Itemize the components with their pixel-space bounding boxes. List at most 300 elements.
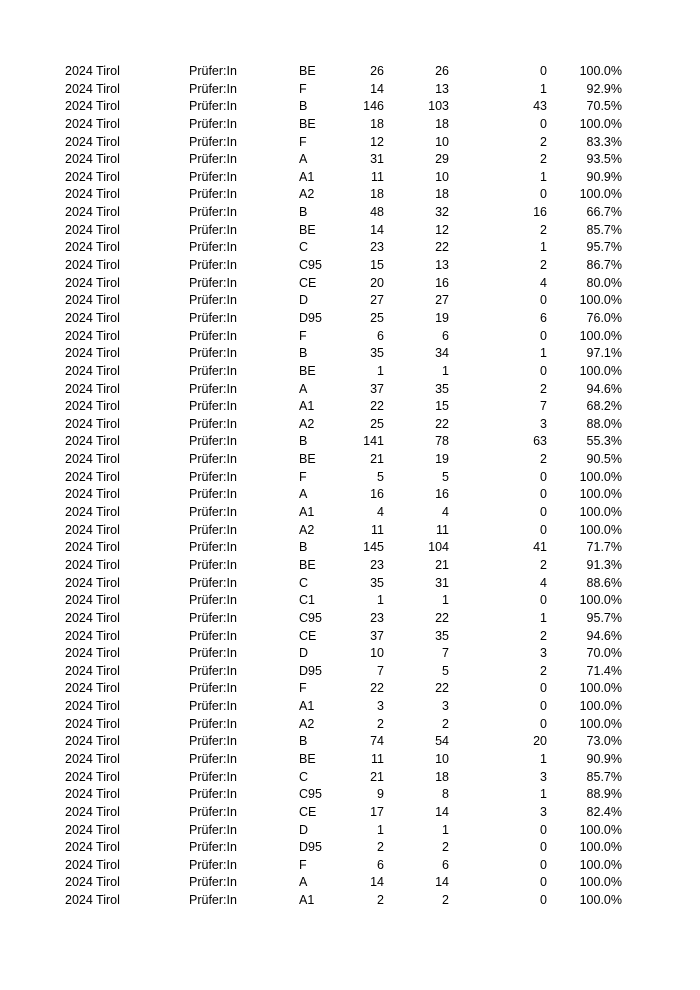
table-row [0,733,700,751]
table-row [0,557,700,575]
failed-cell: 0 [540,522,547,537]
pass-rate-cell: 85.7% [586,222,622,237]
passed-cell: 7 [442,646,449,661]
total-cell: 25 [370,310,384,325]
pass-rate-cell: 85.7% [586,769,622,784]
year-region-cell: 2024 Tirol [65,628,120,643]
table-row [0,257,700,275]
class-cell: B [299,205,308,220]
failed-cell: 41 [533,540,547,555]
failed-cell: 0 [540,593,547,608]
passed-cell: 10 [435,751,449,766]
role-cell: Prüfer:In [189,716,237,731]
passed-cell: 13 [435,81,449,96]
passed-cell: 1 [442,593,449,608]
pass-rate-cell: 100.0% [579,363,622,378]
year-region-cell: 2024 Tirol [65,822,120,837]
passed-cell: 22 [435,681,449,696]
passed-cell: 31 [435,575,449,590]
role-cell: Prüfer:In [189,152,237,167]
class-cell: A2 [299,187,315,202]
table-row [0,786,700,804]
year-region-cell: 2024 Tirol [65,716,120,731]
total-cell: 26 [370,64,384,78]
total-cell: 12 [370,134,384,149]
pass-rate-cell: 66.7% [586,205,622,220]
passed-cell: 12 [435,222,449,237]
total-cell: 21 [370,452,384,467]
class-cell: B [299,734,308,749]
role-cell: Prüfer:In [189,505,237,520]
failed-cell: 2 [540,134,547,149]
class-cell: C [299,240,309,255]
year-region-cell: 2024 Tirol [65,505,120,520]
total-cell: 23 [370,610,384,625]
failed-cell: 2 [540,258,547,273]
table-row [0,486,700,504]
year-region-cell: 2024 Tirol [65,399,120,414]
role-cell: Prüfer:In [189,734,237,749]
failed-cell: 6 [540,310,547,325]
passed-cell: 13 [435,258,449,273]
year-region-cell: 2024 Tirol [65,275,120,290]
pass-rate-cell: 100.0% [579,522,622,537]
failed-cell: 0 [540,363,547,378]
role-cell: Prüfer:In [189,593,237,608]
class-cell: A [299,152,308,167]
total-cell: 10 [370,646,384,661]
class-cell: CE [299,275,317,290]
passed-cell: 18 [435,187,449,202]
year-region-cell: 2024 Tirol [65,681,120,696]
class-cell: A [299,875,308,890]
total-cell: 11 [371,169,384,184]
pass-rate-cell: 70.5% [586,99,622,114]
year-region-cell: 2024 Tirol [65,169,120,184]
table-row [0,663,700,681]
failed-cell: 4 [540,575,547,590]
year-region-cell: 2024 Tirol [65,240,120,255]
pass-rate-cell: 88.0% [586,416,622,431]
total-cell: 1 [377,363,384,378]
passed-cell: 32 [435,205,449,220]
passed-cell: 18 [435,116,449,131]
role-cell: Prüfer:In [189,875,237,890]
table-row [0,416,700,434]
pass-rate-cell: 70.0% [586,646,622,661]
table-row [0,363,700,381]
passed-cell: 18 [435,769,449,784]
year-region-cell: 2024 Tirol [65,769,120,784]
failed-cell: 2 [540,452,547,467]
pass-rate-cell: 100.0% [579,716,622,731]
role-cell: Prüfer:In [189,575,237,590]
table-row [0,381,700,399]
table-row [0,222,700,240]
pass-rate-cell: 83.3% [586,134,622,149]
failed-cell: 0 [540,64,547,78]
class-cell: A1 [299,505,315,520]
year-region-cell: 2024 Tirol [65,857,120,872]
class-cell: B [299,99,308,114]
table-row [0,63,700,81]
total-cell: 7 [377,663,384,678]
failed-cell: 3 [540,769,547,784]
failed-cell: 1 [540,610,547,625]
passed-cell: 16 [435,487,449,502]
year-region-cell: 2024 Tirol [65,381,120,396]
failed-cell: 1 [540,81,547,96]
pass-rate-cell: 95.7% [586,240,622,255]
total-cell: 1 [377,593,384,608]
role-cell: Prüfer:In [189,804,237,819]
year-region-cell: 2024 Tirol [65,540,120,555]
total-cell: 18 [370,187,384,202]
class-cell: C95 [299,610,322,625]
class-cell: A1 [299,699,315,714]
passed-cell: 2 [442,716,449,731]
role-cell: Prüfer:In [189,240,237,255]
pass-rate-cell: 100.0% [579,187,622,202]
table-row [0,310,700,328]
year-region-cell: 2024 Tirol [65,487,120,502]
total-cell: 22 [370,399,384,414]
class-cell: F [299,681,307,696]
table-row [0,451,700,469]
role-cell: Prüfer:In [189,699,237,714]
year-region-cell: 2024 Tirol [65,610,120,625]
class-cell: A1 [299,399,315,414]
failed-cell: 2 [540,628,547,643]
total-cell: 14 [370,875,384,890]
failed-cell: 2 [540,381,547,396]
failed-cell: 0 [540,822,547,837]
failed-cell: 0 [540,487,547,502]
failed-cell: 0 [540,328,547,343]
failed-cell: 43 [533,99,547,114]
passed-cell: 5 [442,469,449,484]
passed-cell: 6 [442,857,449,872]
year-region-cell: 2024 Tirol [65,293,120,308]
pass-rate-cell: 82.4% [586,804,622,819]
year-region-cell: 2024 Tirol [65,646,120,661]
total-cell: 22 [370,681,384,696]
total-cell: 37 [370,628,384,643]
table-row [0,504,700,522]
failed-cell: 4 [540,275,547,290]
total-cell: 27 [370,293,384,308]
passed-cell: 2 [442,893,449,908]
table-row [0,892,700,910]
year-region-cell: 2024 Tirol [65,893,120,908]
role-cell: Prüfer:In [189,416,237,431]
total-cell: 145 [363,540,384,555]
table-row [0,680,700,698]
role-cell: Prüfer:In [189,557,237,572]
passed-cell: 14 [435,875,449,890]
role-cell: Prüfer:In [189,787,237,802]
pass-rate-cell: 90.9% [586,169,622,184]
passed-cell: 19 [435,452,449,467]
role-cell: Prüfer:In [189,363,237,378]
table-row [0,239,700,257]
year-region-cell: 2024 Tirol [65,346,120,361]
role-cell: Prüfer:In [189,610,237,625]
pass-rate-cell: 94.6% [586,381,622,396]
passed-cell: 15 [435,399,449,414]
failed-cell: 0 [540,293,547,308]
total-cell: 21 [370,769,384,784]
failed-cell: 16 [533,205,547,220]
class-cell: BE [299,64,316,78]
pass-rate-cell: 100.0% [579,64,622,78]
failed-cell: 0 [540,505,547,520]
table-row [0,116,700,134]
pass-rate-cell: 100.0% [579,293,622,308]
passed-cell: 54 [435,734,449,749]
class-cell: D [299,646,309,661]
pass-rate-cell: 100.0% [579,893,622,908]
pass-rate-cell: 92.9% [586,81,622,96]
role-cell: Prüfer:In [189,646,237,661]
failed-cell: 0 [540,469,547,484]
role-cell: Prüfer:In [189,81,237,96]
pass-rate-cell: 68.2% [586,399,622,414]
class-cell: F [299,134,307,149]
total-cell: 37 [370,381,384,396]
passed-cell: 11 [436,522,449,537]
role-cell: Prüfer:In [189,769,237,784]
class-cell: C [299,575,309,590]
pass-rate-cell: 76.0% [586,310,622,325]
pass-rate-cell: 90.9% [586,751,622,766]
year-region-cell: 2024 Tirol [65,804,120,819]
passed-cell: 35 [435,381,449,396]
year-region-cell: 2024 Tirol [65,116,120,131]
table-row [0,169,700,187]
year-region-cell: 2024 Tirol [65,575,120,590]
role-cell: Prüfer:In [189,258,237,273]
class-cell: BE [299,363,316,378]
pass-rate-cell: 86.7% [586,258,622,273]
year-region-cell: 2024 Tirol [65,557,120,572]
class-cell: C1 [299,593,315,608]
class-cell: B [299,346,308,361]
passed-cell: 14 [435,804,449,819]
table-row [0,186,700,204]
pass-rate-cell: 88.6% [586,575,622,590]
table-row [0,716,700,734]
table-row [0,874,700,892]
table-row [0,81,700,99]
pass-rate-cell: 90.5% [586,452,622,467]
role-cell: Prüfer:In [189,346,237,361]
role-cell: Prüfer:In [189,857,237,872]
passed-cell: 29 [435,152,449,167]
role-cell: Prüfer:In [189,187,237,202]
total-cell: 17 [370,804,384,819]
role-cell: Prüfer:In [189,434,237,449]
passed-cell: 8 [442,787,449,802]
failed-cell: 1 [540,240,547,255]
role-cell: Prüfer:In [189,205,237,220]
passed-cell: 27 [435,293,449,308]
failed-cell: 0 [540,681,547,696]
table-row [0,345,700,363]
class-cell: C95 [299,787,322,802]
class-cell: C95 [299,258,322,273]
pass-rate-cell: 71.4% [586,663,622,678]
role-cell: Prüfer:In [189,169,237,184]
total-cell: 15 [370,258,384,273]
pass-rate-cell: 55.3% [586,434,622,449]
passed-cell: 22 [435,240,449,255]
failed-cell: 20 [533,734,547,749]
year-region-cell: 2024 Tirol [65,522,120,537]
year-region-cell: 2024 Tirol [65,134,120,149]
class-cell: A2 [299,716,315,731]
role-cell: Prüfer:In [189,628,237,643]
year-region-cell: 2024 Tirol [65,152,120,167]
pass-rate-cell: 91.3% [586,557,622,572]
class-cell: B [299,434,308,449]
table-row [0,857,700,875]
year-region-cell: 2024 Tirol [65,99,120,114]
total-cell: 11 [371,522,384,537]
failed-cell: 0 [540,699,547,714]
year-region-cell: 2024 Tirol [65,840,120,855]
total-cell: 23 [370,557,384,572]
failed-cell: 7 [540,399,547,414]
passed-cell: 103 [428,99,449,114]
class-cell: A2 [299,416,315,431]
total-cell: 18 [370,116,384,131]
failed-cell: 0 [540,716,547,731]
class-cell: A [299,381,308,396]
role-cell: Prüfer:In [189,222,237,237]
total-cell: 3 [377,699,384,714]
total-cell: 25 [370,416,384,431]
role-cell: Prüfer:In [189,452,237,467]
role-cell: Prüfer:In [189,64,237,78]
passed-cell: 104 [428,540,449,555]
year-region-cell: 2024 Tirol [65,328,120,343]
passed-cell: 2 [442,840,449,855]
failed-cell: 3 [540,646,547,661]
passed-cell: 21 [435,557,449,572]
class-cell: A1 [299,169,315,184]
table-row [0,769,700,787]
passed-cell: 35 [435,628,449,643]
total-cell: 14 [370,81,384,96]
pass-rate-cell: 100.0% [579,840,622,855]
total-cell: 146 [363,99,384,114]
passed-cell: 26 [435,64,449,78]
total-cell: 16 [370,487,384,502]
table-row [0,328,700,346]
total-cell: 23 [370,240,384,255]
class-cell: F [299,81,307,96]
total-cell: 20 [370,275,384,290]
passed-cell: 34 [435,346,449,361]
class-cell: C [299,769,309,784]
table-row [0,822,700,840]
table-row [0,522,700,540]
pass-rate-cell: 97.1% [586,346,622,361]
table-row [0,645,700,663]
failed-cell: 2 [540,222,547,237]
table-row [0,804,700,822]
role-cell: Prüfer:In [189,893,237,908]
table-row [0,628,700,646]
class-cell: A2 [299,522,315,537]
total-cell: 1 [377,822,384,837]
failed-cell: 3 [540,804,547,819]
table-row [0,839,700,857]
failed-cell: 1 [540,169,547,184]
role-cell: Prüfer:In [189,522,237,537]
pass-rate-cell: 100.0% [579,487,622,502]
class-cell: B [299,540,308,555]
year-region-cell: 2024 Tirol [65,258,120,273]
year-region-cell: 2024 Tirol [65,787,120,802]
year-region-cell: 2024 Tirol [65,434,120,449]
total-cell: 35 [370,575,384,590]
total-cell: 6 [377,857,384,872]
failed-cell: 0 [540,187,547,202]
class-cell: D95 [299,663,322,678]
pass-rate-cell: 88.9% [586,787,622,802]
year-region-cell: 2024 Tirol [65,363,120,378]
total-cell: 31 [370,152,384,167]
failed-cell: 2 [540,557,547,572]
class-cell: F [299,469,307,484]
role-cell: Prüfer:In [189,293,237,308]
failed-cell: 1 [540,346,547,361]
year-region-cell: 2024 Tirol [65,222,120,237]
table-row [0,610,700,628]
pass-rate-cell: 100.0% [579,699,622,714]
table-row [0,134,700,152]
pass-rate-cell: 100.0% [579,116,622,131]
class-cell: BE [299,452,316,467]
total-cell: 4 [377,505,384,520]
class-cell: D95 [299,840,322,855]
class-cell: BE [299,557,316,572]
class-cell: D95 [299,310,322,325]
role-cell: Prüfer:In [189,681,237,696]
role-cell: Prüfer:In [189,487,237,502]
class-cell: BE [299,116,316,131]
total-cell: 2 [377,840,384,855]
role-cell: Prüfer:In [189,540,237,555]
table-row [0,698,700,716]
table-row [0,433,700,451]
passed-cell: 19 [435,310,449,325]
class-cell: D [299,293,309,308]
role-cell: Prüfer:In [189,275,237,290]
total-cell: 35 [370,346,384,361]
year-region-cell: 2024 Tirol [65,751,120,766]
table-row [0,575,700,593]
pass-rate-cell: 100.0% [579,593,622,608]
total-cell: 6 [377,328,384,343]
data-table [0,63,700,910]
class-cell: F [299,328,307,343]
year-region-cell: 2024 Tirol [65,416,120,431]
year-region-cell: 2024 Tirol [65,81,120,96]
role-cell: Prüfer:In [189,469,237,484]
